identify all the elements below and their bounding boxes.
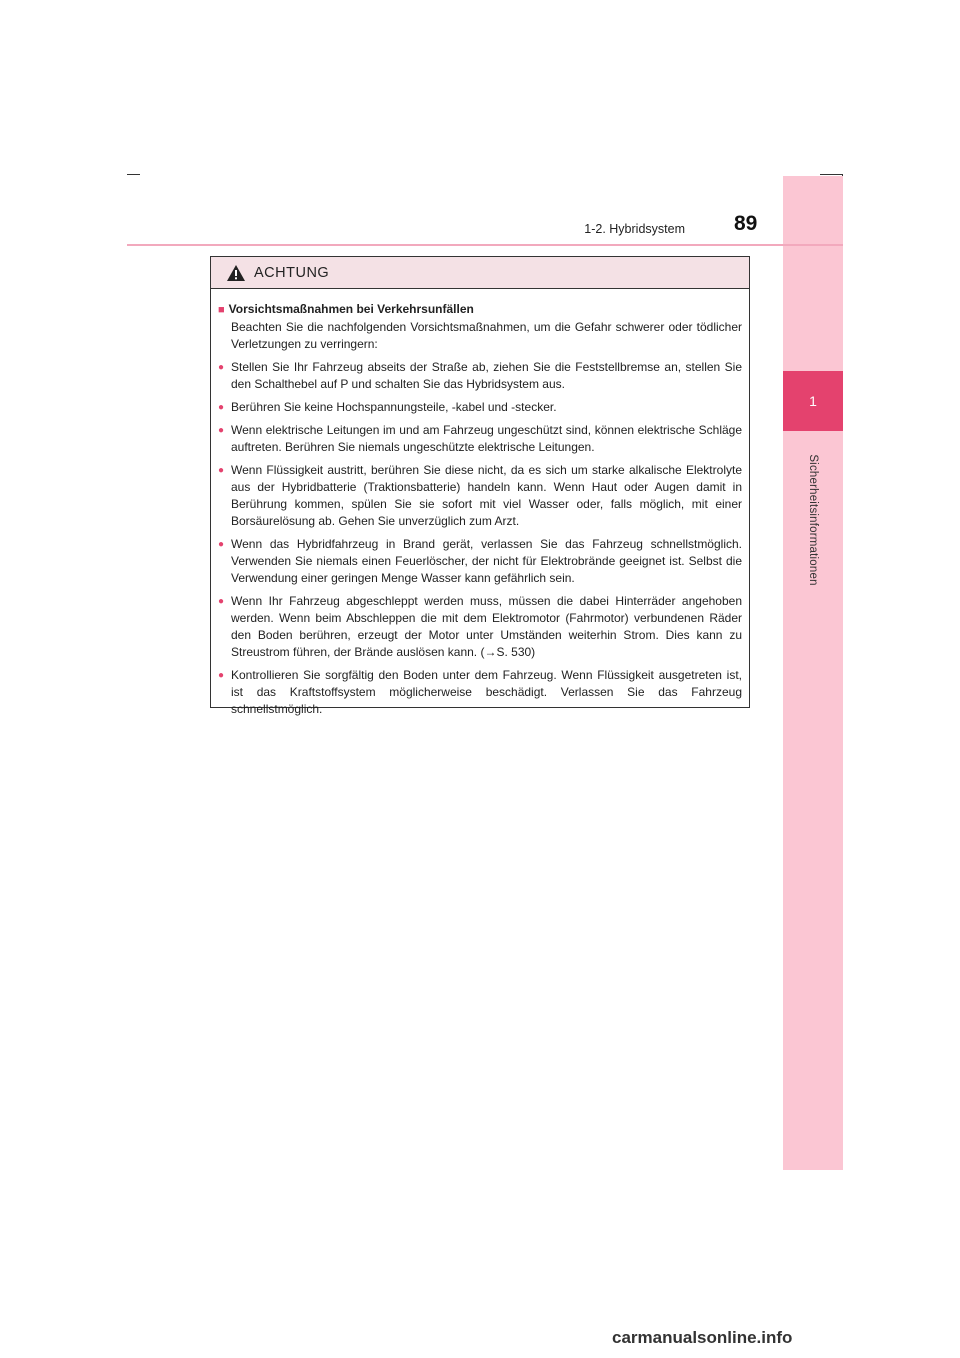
warning-box (210, 256, 750, 716)
list-item-text: Wenn elektrische Leitungen im und am Fahrzeug ungeschützt sind, können elektrische Schläge auftreten. Berühren Sie niemals ungeschützte elektrische Leitungen. (231, 423, 742, 454)
header-rule (127, 244, 843, 246)
section-title: 1-2. Hybridsystem (584, 222, 685, 236)
list-item-text: Stellen Sie Ihr Fahrzeug abseits der Straße ab, ziehen Sie die Feststellbremse an, stellen Sie den Schalthebel auf P und schalten Sie das Hybridsystem aus. (231, 360, 742, 391)
bullet-dot-icon: ● (218, 596, 225, 607)
crop-mark (820, 174, 842, 175)
warning-subheading-text: Vorsichtsmaßnahmen bei Verkehrsunfällen (228, 302, 474, 316)
list-item (218, 359, 742, 393)
list-item-text: Wenn Ihr Fahrzeug abgeschleppt werden muss, müssen die dabei Hinterräder angehoben werden. Wenn beim Abschleppen die mit dem Elektromotor (Fahrmotor) verbundenen Räder den Boden berühren, erzeugt der Motor unter Umständen weiterhin Strom. Dies kann zu Streustrom führen, der Brände auslösen kann. (→S. 530) (231, 594, 742, 659)
list-item (218, 536, 742, 587)
list-item (218, 593, 742, 661)
list-item-text: Berühren Sie keine Hochspannungsteile, -kabel und -stecker. (231, 400, 557, 414)
bullet-dot-icon: ● (218, 465, 225, 476)
page-number: 89 (734, 212, 758, 235)
warning-header (211, 257, 749, 289)
warning-body (211, 289, 749, 718)
bullet-dot-icon: ● (218, 402, 225, 413)
warning-triangle-icon (227, 265, 245, 281)
list-item (218, 399, 742, 416)
list-item-text: Wenn das Hybridfahrzeug in Brand gerät, verlassen Sie das Fahrzeug schnellstmöglich. Verwenden Sie niemals einen Feuerlöscher, der nicht für Elektrobrände geeignet ist. Selbst die Verwendung einer geringen Menge Wasser kann gefährlich sein. (231, 537, 742, 585)
list-item (218, 462, 742, 530)
list-item-text: Wenn Flüssigkeit austritt, berühren Sie diese nicht, da es sich um starke alkalische Elektrolyte aus der Hybridbatterie (Traktionsbatterie) handeln kann. Wenn Haut oder Augen damit in Berührung kommen, spülen Sie sie sofort mit viel Wasser oder, falls möglich, mit einer Borsäurelösung ab. Gehen Sie unverzüglich zum Arzt. (231, 463, 742, 528)
bullet-dot-icon: ● (218, 362, 225, 373)
chapter-number: 1 (809, 393, 817, 409)
bullet-dot-icon: ● (218, 539, 225, 550)
crop-mark (127, 174, 140, 175)
chapter-side-tab (783, 176, 843, 1170)
list-item (218, 667, 742, 718)
warning-subheading (218, 301, 742, 319)
warning-title: ACHTUNG (254, 264, 330, 281)
watermark[interactable]: carmanualsonline.info (612, 1328, 793, 1347)
warning-intro: Beachten Sie die nachfolgenden Vorsichtsmaßnahmen, um die Gefahr schwerer oder tödlicher Verletzungen zu verringern: (231, 320, 742, 351)
chapter-label: Sicherheitsinformationen (807, 454, 819, 586)
list-item (218, 422, 742, 456)
list-item-text: Kontrollieren Sie sorgfältig den Boden unter dem Fahrzeug. Wenn Flüssigkeit ausgetreten ist, ist das Kraftstoffsystem möglicherweise beschädigt. Verlassen Sie das Fahrzeug schnellstmöglich. (231, 668, 742, 716)
bullet-dot-icon: ● (218, 670, 225, 681)
bullet-dot-icon: ● (218, 425, 225, 436)
square-bullet-icon: ■ (218, 304, 225, 316)
